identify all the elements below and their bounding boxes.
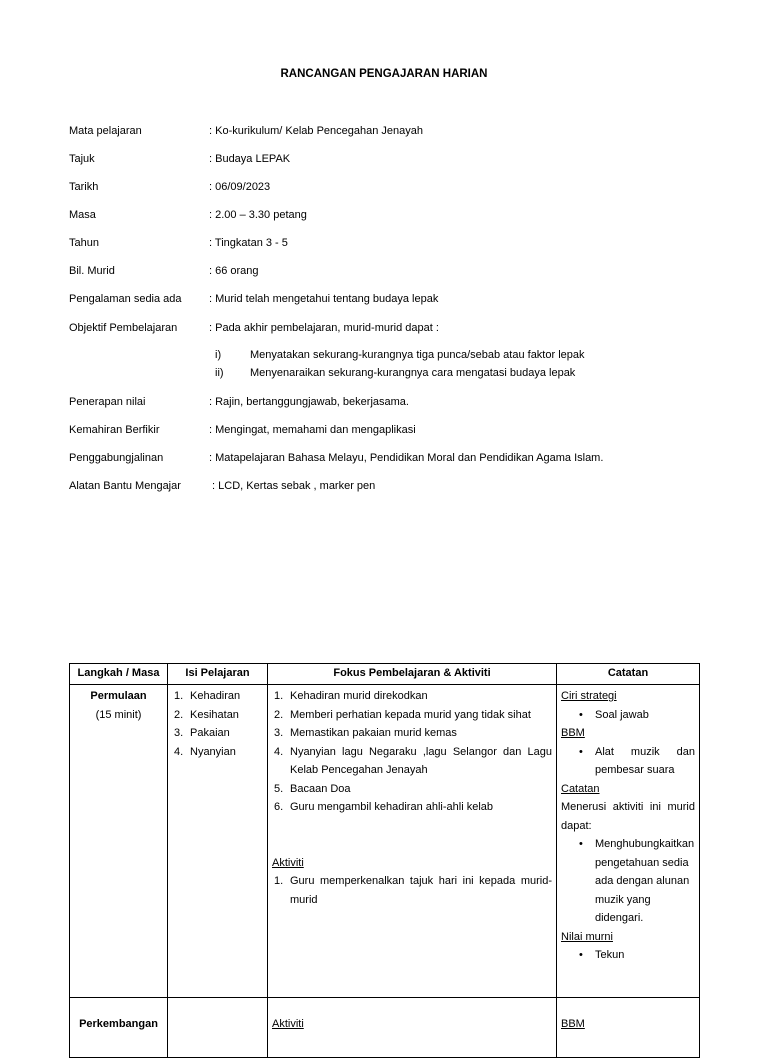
column-header: Catatan xyxy=(557,664,700,685)
list-item: 1. Kehadiran xyxy=(174,690,241,702)
field-label: Tajuk xyxy=(69,153,95,165)
activity-heading: Aktiviti xyxy=(272,1018,304,1030)
field-time xyxy=(69,207,729,223)
field-value: : Rajin, bertanggungjawab, bekerjasama. xyxy=(209,396,409,408)
list-item: 1. Kehadiran murid direkodkan xyxy=(274,690,428,702)
field-label: Tahun xyxy=(69,237,99,249)
list-item: • Soal jawab xyxy=(579,708,649,721)
list-item: 3. Memastikan pakaian murid kemas xyxy=(274,727,457,739)
focus-cell xyxy=(268,685,557,998)
field-objective xyxy=(69,320,729,336)
field-thinking-skills xyxy=(69,422,729,438)
field-label: Tarikh xyxy=(69,181,99,193)
field-value: : 2.00 – 3.30 petang xyxy=(209,209,307,221)
field-label: Pengalaman sedia ada xyxy=(69,293,182,305)
activity-heading: Aktiviti xyxy=(272,856,304,869)
field-values xyxy=(69,394,729,410)
page-title: RANCANGAN PENGAJARAN HARIAN xyxy=(280,68,488,80)
field-prior-knowledge xyxy=(69,291,729,307)
field-year xyxy=(69,235,729,251)
list-item: • Tekun xyxy=(579,949,625,961)
table-row xyxy=(70,998,700,1058)
field-value: : Ko-kurikulum/ Kelab Pencegahan Jenayah xyxy=(209,125,424,137)
step-name: Perkembangan xyxy=(79,1018,158,1030)
step-cell xyxy=(70,998,168,1058)
list-item: 4. Nyanyian xyxy=(174,745,236,758)
list-item: • Alat muzik dan pembesar suara xyxy=(579,745,695,776)
objective-number: i) xyxy=(215,349,222,361)
field-teaching-aids xyxy=(69,478,729,494)
field-label: Masa xyxy=(69,209,96,221)
list-item: 2. Memberi perhatian kepada murid yang tidak sihat xyxy=(274,708,531,721)
values-heading: Nilai murni xyxy=(561,930,613,943)
notes-cell xyxy=(557,998,700,1058)
bbm-heading: BBM xyxy=(561,1018,585,1030)
column-header: Langkah / Masa xyxy=(70,664,168,685)
content-cell xyxy=(168,998,268,1058)
list-item: 1. Guru memperkenalkan tajuk hari ini kepada murid-murid xyxy=(274,875,552,906)
field-value: : Pada akhir pembelajaran, murid-murid dapat : xyxy=(209,322,439,334)
field-value: : Mengingat, memahami dan mengaplikasi xyxy=(209,424,416,436)
list-item: 5. Bacaan Doa xyxy=(274,782,351,795)
list-item: 4. Nyanyian lagu Negaraku ,lagu Selangor dan Lagu Kelab Pencegahan Jenayah xyxy=(274,745,552,776)
field-topic xyxy=(69,151,729,167)
field-student-count xyxy=(69,263,729,279)
step-cell xyxy=(70,685,168,998)
list-item: • Menghubungkaitkan pengetahuan sedia ada dengan alunan muzik yang didengari. xyxy=(579,838,695,924)
field-date xyxy=(69,179,729,195)
list-item: 3. Pakaian xyxy=(174,727,230,739)
field-label: Mata pelajaran xyxy=(69,125,142,137)
content-cell xyxy=(168,685,268,998)
field-label: Bil. Murid xyxy=(69,265,115,277)
step-name: Permulaan xyxy=(90,690,147,702)
field-label: Objektif Pembelajaran xyxy=(69,322,178,334)
notes-text: Menerusi aktiviti ini murid dapat: xyxy=(561,801,695,832)
field-label: Kemahiran Berfikir xyxy=(69,424,160,436)
field-value: : Budaya LEPAK xyxy=(209,153,291,165)
lesson-table xyxy=(69,663,700,1058)
column-header: Fokus Pembelajaran & Aktiviti xyxy=(268,664,557,685)
field-value: : Murid telah mengetahui tentang budaya lepak xyxy=(209,293,439,305)
list-item: 6. Guru mengambil kehadiran ahli-ahli kelab xyxy=(274,801,494,813)
strategy-heading: Ciri strategi xyxy=(561,690,617,702)
field-label: Penerapan nilai xyxy=(69,396,146,408)
list-item: 2. Kesihatan xyxy=(174,708,239,721)
objective-number: ii) xyxy=(215,367,224,379)
field-subject xyxy=(69,123,729,139)
table-header-row xyxy=(70,664,700,685)
objective-text: Menyatakan sekurang-kurangnya tiga punca/sebab atau faktor lepak xyxy=(250,349,585,361)
step-duration: (15 minit) xyxy=(95,708,142,721)
column-header: Isi Pelajaran xyxy=(168,664,268,685)
notes-cell xyxy=(557,685,700,998)
objective-text: Menyenaraikan sekurang-kurangnya cara mengatasi budaya lepak xyxy=(250,367,576,379)
bbm-heading: BBM xyxy=(561,727,585,739)
field-label: Penggabungjalinan xyxy=(69,452,164,464)
focus-cell xyxy=(268,998,557,1058)
field-integration xyxy=(69,450,729,466)
notes-heading: Catatan xyxy=(561,782,600,795)
field-value: : Tingkatan 3 - 5 xyxy=(209,237,288,249)
field-value: : Matapelajaran Bahasa Melayu, Pendidikan Moral dan Pendidikan Agama Islam. xyxy=(209,452,604,464)
field-value: : LCD, Kertas sebak , marker pen xyxy=(209,480,376,492)
field-value: : 66 orang xyxy=(209,265,259,277)
field-value: : 06/09/2023 xyxy=(209,181,271,193)
field-label: Alatan Bantu Mengajar xyxy=(69,480,181,492)
table-row xyxy=(70,685,700,998)
